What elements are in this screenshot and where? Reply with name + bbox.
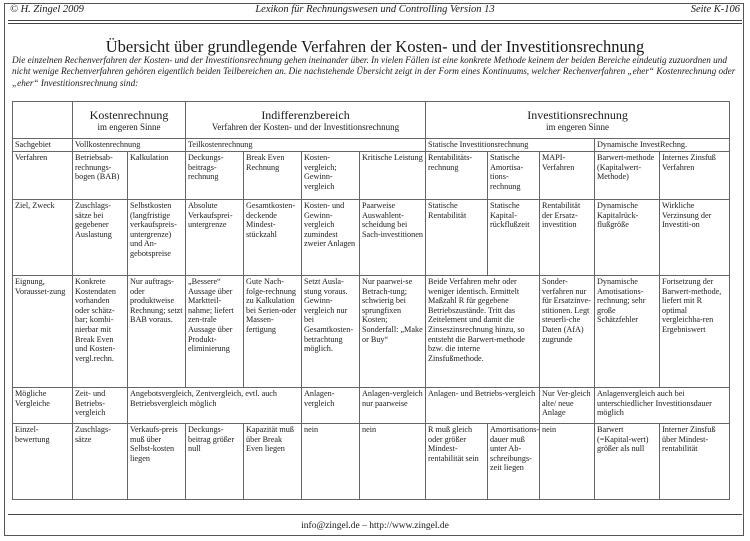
sachgebiet-teil: Teilkostenrechnung xyxy=(186,139,426,152)
table-cell: Paarweise Auswahlent-scheidung bei Sach-investitionen xyxy=(360,200,426,276)
table-cell: Barwert-methode (Kapitalwert-Methode) xyxy=(595,152,660,200)
table-cell: Kalkulation xyxy=(128,152,186,200)
table-cell: Gute Nach-folge-rechnung zu Kalkulation bei Serien-oder Massen-fertigung xyxy=(244,276,302,388)
table-cell: nein xyxy=(360,424,426,500)
table-cell: Fortsetzung der Barwert-methode, liefert mit R optimal vergleichba-ren Ergebniswert xyxy=(660,276,730,388)
table-cell: nein xyxy=(302,424,360,500)
table-cell: Amortisations-dauer muß unter Ab-schreibungs-zeit liegen xyxy=(488,424,540,500)
table-cell: Barwert (=Kapital-wert) größer als null xyxy=(595,424,660,500)
header-rule-2 xyxy=(8,23,742,24)
table-cell: Zuschlags-sätze xyxy=(73,424,128,500)
row-label-sachgebiet: Sachgebiet xyxy=(13,139,73,152)
intro-text: Die einzelnen Rechenverfahren der Kosten- und der Investitionsrechnung gehen ineinander über. In vielen Fällen ist eine konkrete Methode keinem der beiden Bereiche eindeutig zuzuordnen und nicht wenige Rechenverfahren gehören eigentlich beiden Teilbereichen an. Die nachstehende Übersicht zeigt in der Form eines Kontinuums, welcher Rechenverfahren „eher“ Kostenrechnung oder „eher“ Investitionsrechnung sind: xyxy=(12,55,736,88)
table-cell: Zeit- und Betriebs-vergleich xyxy=(73,388,128,424)
header-left: © H. Zingel 2009 xyxy=(10,4,84,15)
table-cell: Absolute Verkaufsprei-untergrenze xyxy=(186,200,244,276)
group-indifferenz: Indifferenzbereich Verfahren der Kosten- und der Investitionsrechnung xyxy=(186,102,426,139)
table-cell: Gesamtkosten-deckende Mindest-stückzahl xyxy=(244,200,302,276)
table-cell: Anlagen- und Betriebs-vergleich xyxy=(426,388,540,424)
table-row xyxy=(13,276,730,388)
table-cell: Angebotsvergleich, Zentvergleich, evtl. auch Betriebsvergleich möglich xyxy=(128,388,302,424)
table-cell: „Bessere“ Aussage über Marktteil-nahme; liefert zen-trale Aussage über Produkt-eliminierung xyxy=(186,276,244,388)
table-cell: Dynamische Kapitalrück-flußgröße xyxy=(595,200,660,276)
table-cell: Internes Zinsfuß Verfahren xyxy=(660,152,730,200)
group-investitionsrechnung: Investitionsrechnung im engeren Sinne xyxy=(426,102,730,139)
table-cell: Statische Amortisa-tions-rechnung xyxy=(488,152,540,200)
header-right: Seite K-106 xyxy=(690,4,740,15)
row-label: Verfahren xyxy=(13,152,73,200)
table-row xyxy=(13,152,730,200)
table-cell: Setzt Ausla-stung voraus. Gewinn-vergleich nur bei Gesamtkosten-betrachtung möglich. xyxy=(302,276,360,388)
page-footer: info@zingel.de – http://www.zingel.de xyxy=(301,521,449,531)
header-center: Lexikon für Rechnungswesen und Controlling Version 13 xyxy=(255,4,495,15)
overview-table xyxy=(12,101,730,500)
row-label: Einzel-bewertung xyxy=(13,424,73,500)
table-cell: R muß gleich oder größer Mindest-rentabilität sein xyxy=(426,424,488,500)
table-cell: nein xyxy=(540,424,595,500)
header-rule xyxy=(8,20,742,21)
table-cell: Wirkliche Verzinsung der Investiti-on xyxy=(660,200,730,276)
sachgebiet-voll: Vollkostenrechnung xyxy=(73,139,186,152)
sachgebiet-dynamisch: Dynamische InvestRechng. xyxy=(595,139,730,152)
table-cell: Selbstkosten (langfristige verkaufspreis-untergrenze) und An-gebotspreise xyxy=(128,200,186,276)
table-cell: Statische Rentabilität xyxy=(426,200,488,276)
table-cell: MAPI-Verfahren xyxy=(540,152,595,200)
table-cell: Zuschlags-sätze bei gegebener Auslastung xyxy=(73,200,128,276)
table-cell: Konkrete Kostendaten vorhanden oder schätz-bar; kombi-nierbar mit Break Even und Kosten-vergl.rechn. xyxy=(73,276,128,388)
table-cell: Nur auftrags-oder produktweise Rechnung; setzt BAB voraus. xyxy=(128,276,186,388)
table-cell: Anlagen-vergleich nur paarweise xyxy=(360,388,426,424)
row-label: Mögliche Vergleiche xyxy=(13,388,73,424)
table-cell: Anlagen-vergleich xyxy=(302,388,360,424)
table-row xyxy=(13,388,730,424)
table-cell: Kosten-vergleich; Gewinn-vergleich xyxy=(302,152,360,200)
row-label: Eignung, Vorausset-zung xyxy=(13,276,73,388)
table-cell: Deckungs-beitrags-rechnung xyxy=(186,152,244,200)
table-cell: Dynamische Amotisations-rechnung; sehr große Schätzfehler xyxy=(595,276,660,388)
table-cell: Deckungs-beitrag größer null xyxy=(186,424,244,500)
table-cell: Nur Ver-gleich alte/ neue Anlage xyxy=(540,388,595,424)
table-cell: Break Even Rechnung xyxy=(244,152,302,200)
table-cell: Interner Zinsfuß über Mindest-rentabilität xyxy=(660,424,730,500)
table-cell: Rentabilitäts-rechnung xyxy=(426,152,488,200)
table-cell: Kosten- und Gewinn-vergleich zumindest zweier Anlagen xyxy=(302,200,360,276)
footer-rule xyxy=(8,514,742,515)
corner-cell xyxy=(13,102,73,139)
table-cell: Kapazität muß über Break Even liegen xyxy=(244,424,302,500)
table-row xyxy=(13,424,730,500)
table-cell: Rentabilität der Ersatz-investition xyxy=(540,200,595,276)
table-cell: Kritische Leistung xyxy=(360,152,426,200)
table-row xyxy=(13,200,730,276)
group-kostenrechnung: Kostenrechnung im engeren Sinne xyxy=(73,102,186,139)
table-cell: Sonder-verfahren nur für Ersatzinve-stitionen. Legt steuerli-che Daten (AfA) zugrunde xyxy=(540,276,595,388)
row-label: Ziel, Zweck xyxy=(13,200,73,276)
table-cell: Statische Kapital-rückflußzeit xyxy=(488,200,540,276)
sachgebiet-statisch: Statische Investitionsrechnung xyxy=(426,139,595,152)
table-cell: Verkaufs-preis muß über Selbst-kosten liegen xyxy=(128,424,186,500)
table-cell: Betriebsab-rechnungs-bogen (BAB) xyxy=(73,152,128,200)
table-cell: Nur paarwei-se Betrach-tung; schwierig bei sprungfixen Kosten; Sonderfall: „Make or Buy“ xyxy=(360,276,426,388)
table-cell: Anlagenvergleich auch bei unterschiedlicher Investitionsdauer möglich xyxy=(595,388,730,424)
page-header xyxy=(10,4,740,18)
table-cell: Beide Verfahren mehr oder weniger identisch. Ermittelt Maßzahl R für gegebene Betriebszustände. Tritt das Zeitelement und damit die Zinseszinsrechnung hinzu, so entsteht die Barwert-methode bzw. die interne Zinsfußmethode. xyxy=(426,276,540,388)
page-title: Übersicht über grundlegende Verfahren der Kosten- und der Investitionsrechnung xyxy=(105,37,645,56)
